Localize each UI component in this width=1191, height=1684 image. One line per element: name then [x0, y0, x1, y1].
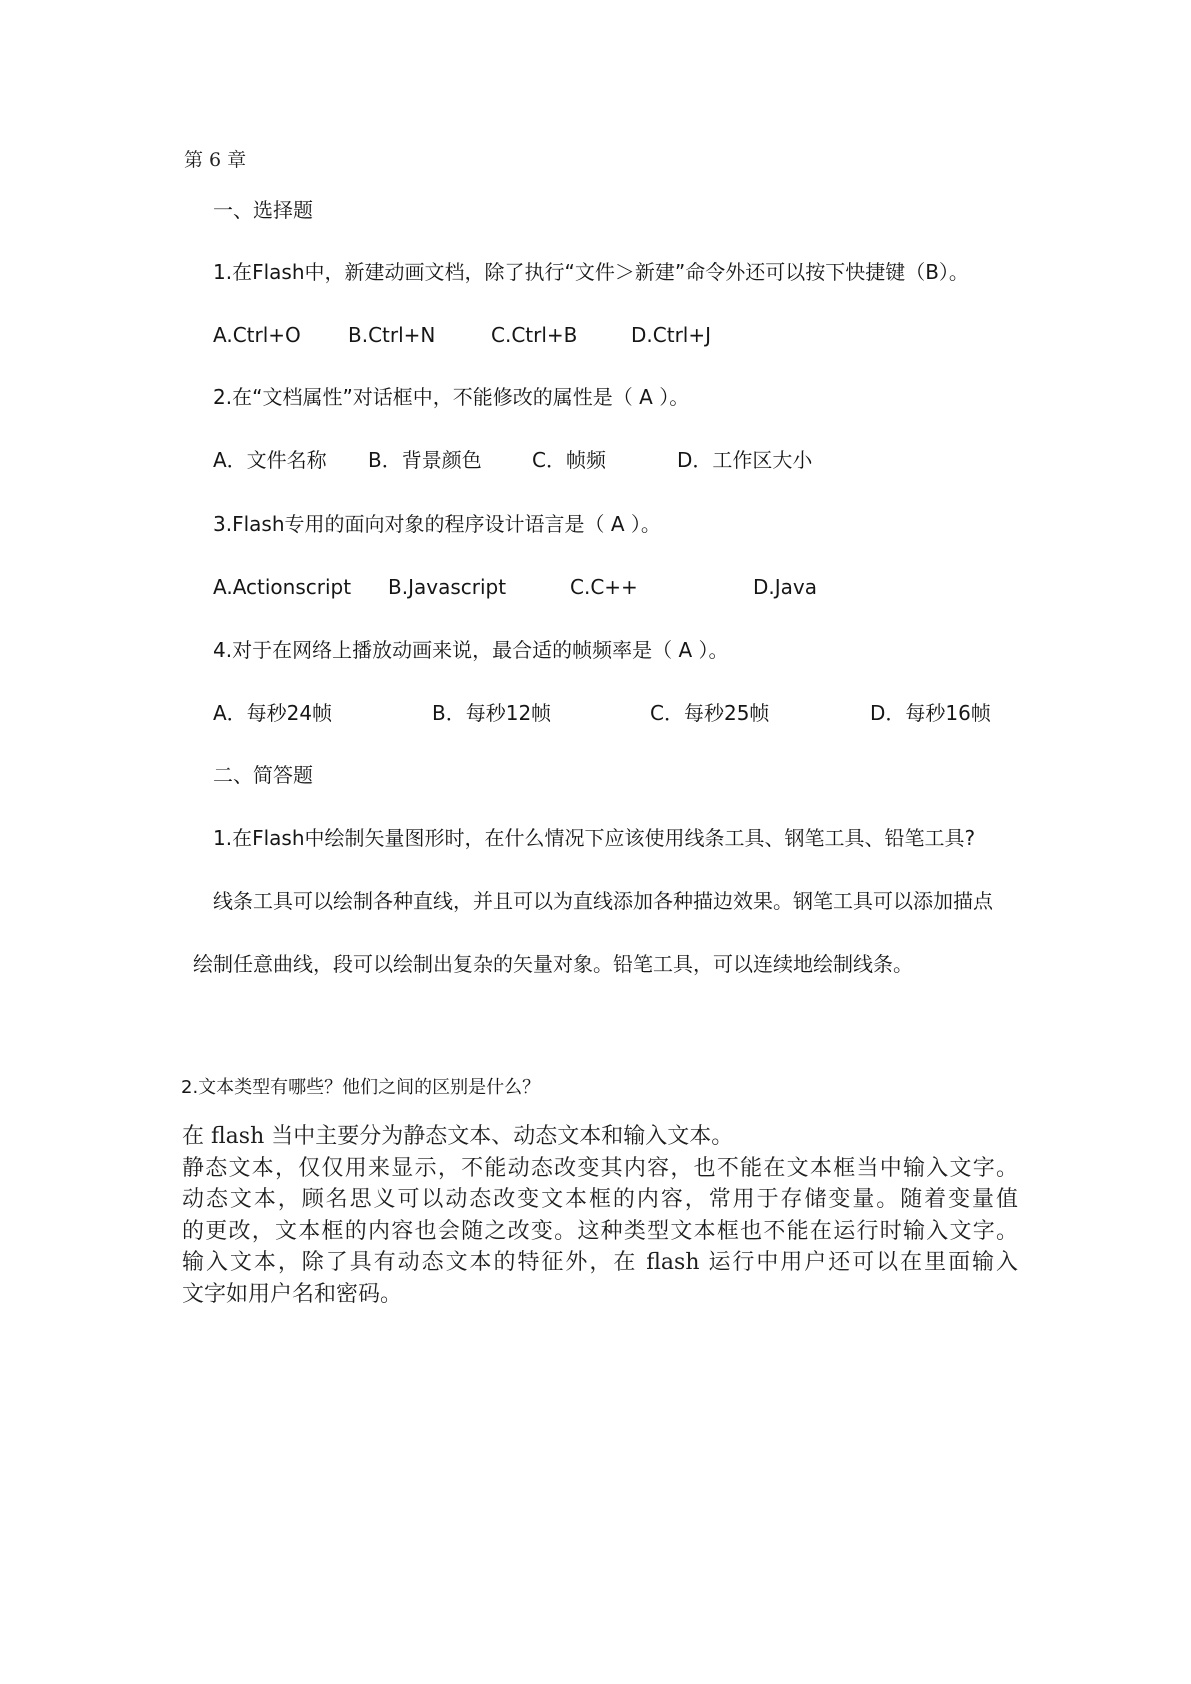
option-a: A．文件名称 [213, 448, 327, 472]
answer-line: 在 flash 当中主要分为静态文本、动态文本和输入文本。 [182, 1124, 734, 1149]
option-c: C.C++ [570, 575, 638, 599]
option-d: D．工作区大小 [677, 448, 813, 472]
answer-paragraph [182, 1121, 1018, 1310]
answer-line: 文字如用户名和密码。 [182, 1281, 403, 1307]
option-d: D.Java [753, 575, 818, 599]
section-title-short-answer: 二、简答题 [213, 763, 313, 787]
answer-line: 绘制任意曲线，段可以绘制出复杂的矢量对象。铅笔工具，可以连续地绘制线条。 [193, 952, 913, 976]
option-c: C.Ctrl+B [491, 323, 578, 347]
option-c: C．帧频 [532, 448, 606, 472]
question-stem: 1.在Flash中绘制矢量图形时，在什么情况下应该使用线条工具、钢笔工具、铅笔工具? [213, 826, 976, 850]
question-stem: 4.对于在网络上播放动画来说，最合适的帧频率是（ A ）。 [213, 638, 729, 662]
chapter-heading: 第 6 章 [184, 149, 247, 171]
option-a: A.Ctrl+O [213, 323, 301, 347]
option-d: D.Ctrl+J [631, 323, 711, 347]
option-d: D．每秒16帧 [870, 701, 991, 725]
option-c: C．每秒25帧 [650, 701, 770, 725]
option-b: B．背景颜色 [368, 448, 482, 472]
option-b: B．每秒12帧 [432, 701, 552, 725]
question-stem: 2.在“文档属性”对话框中，不能修改的属性是（ A ）。 [213, 385, 690, 409]
option-b: B.Ctrl+N [348, 323, 436, 347]
question-stem: 2.文本类型有哪些？他们之间的区别是什么？ [181, 1077, 541, 1098]
option-a: A.Actionscript [213, 575, 352, 599]
question-stem: 1.在Flash中，新建动画文档，除了执行“文件＞新建”命令外还可以按下快捷键（B）。 [213, 260, 969, 284]
answer-line: 线条工具可以绘制各种直线，并且可以为直线添加各种描边效果。钢笔工具可以添加描点 [213, 889, 993, 913]
option-b: B.Javascript [388, 575, 507, 599]
answer-line: 静态文本，仅仅用来显示，不能动态改变其内容，也不能在文本框当中输入文字。 [182, 1155, 1018, 1181]
answer-line: 的更改，文本框的内容也会随之改变。这种类型文本框也不能在运行时输入文字。 [182, 1218, 1018, 1244]
option-a: A．每秒24帧 [213, 701, 333, 725]
answer-line: 输入文本，除了具有动态文本的特征外，在 flash 运行中用户还可以在里面输入 [182, 1250, 1018, 1275]
answer-line: 动态文本，顾名思义可以动态改变文本框的内容，常用于存储变量。随着变量值 [182, 1187, 1018, 1212]
question-stem: 3.Flash专用的面向对象的程序设计语言是（ A ）。 [213, 512, 661, 536]
section-title-multiple-choice: 一、选择题 [213, 198, 313, 222]
